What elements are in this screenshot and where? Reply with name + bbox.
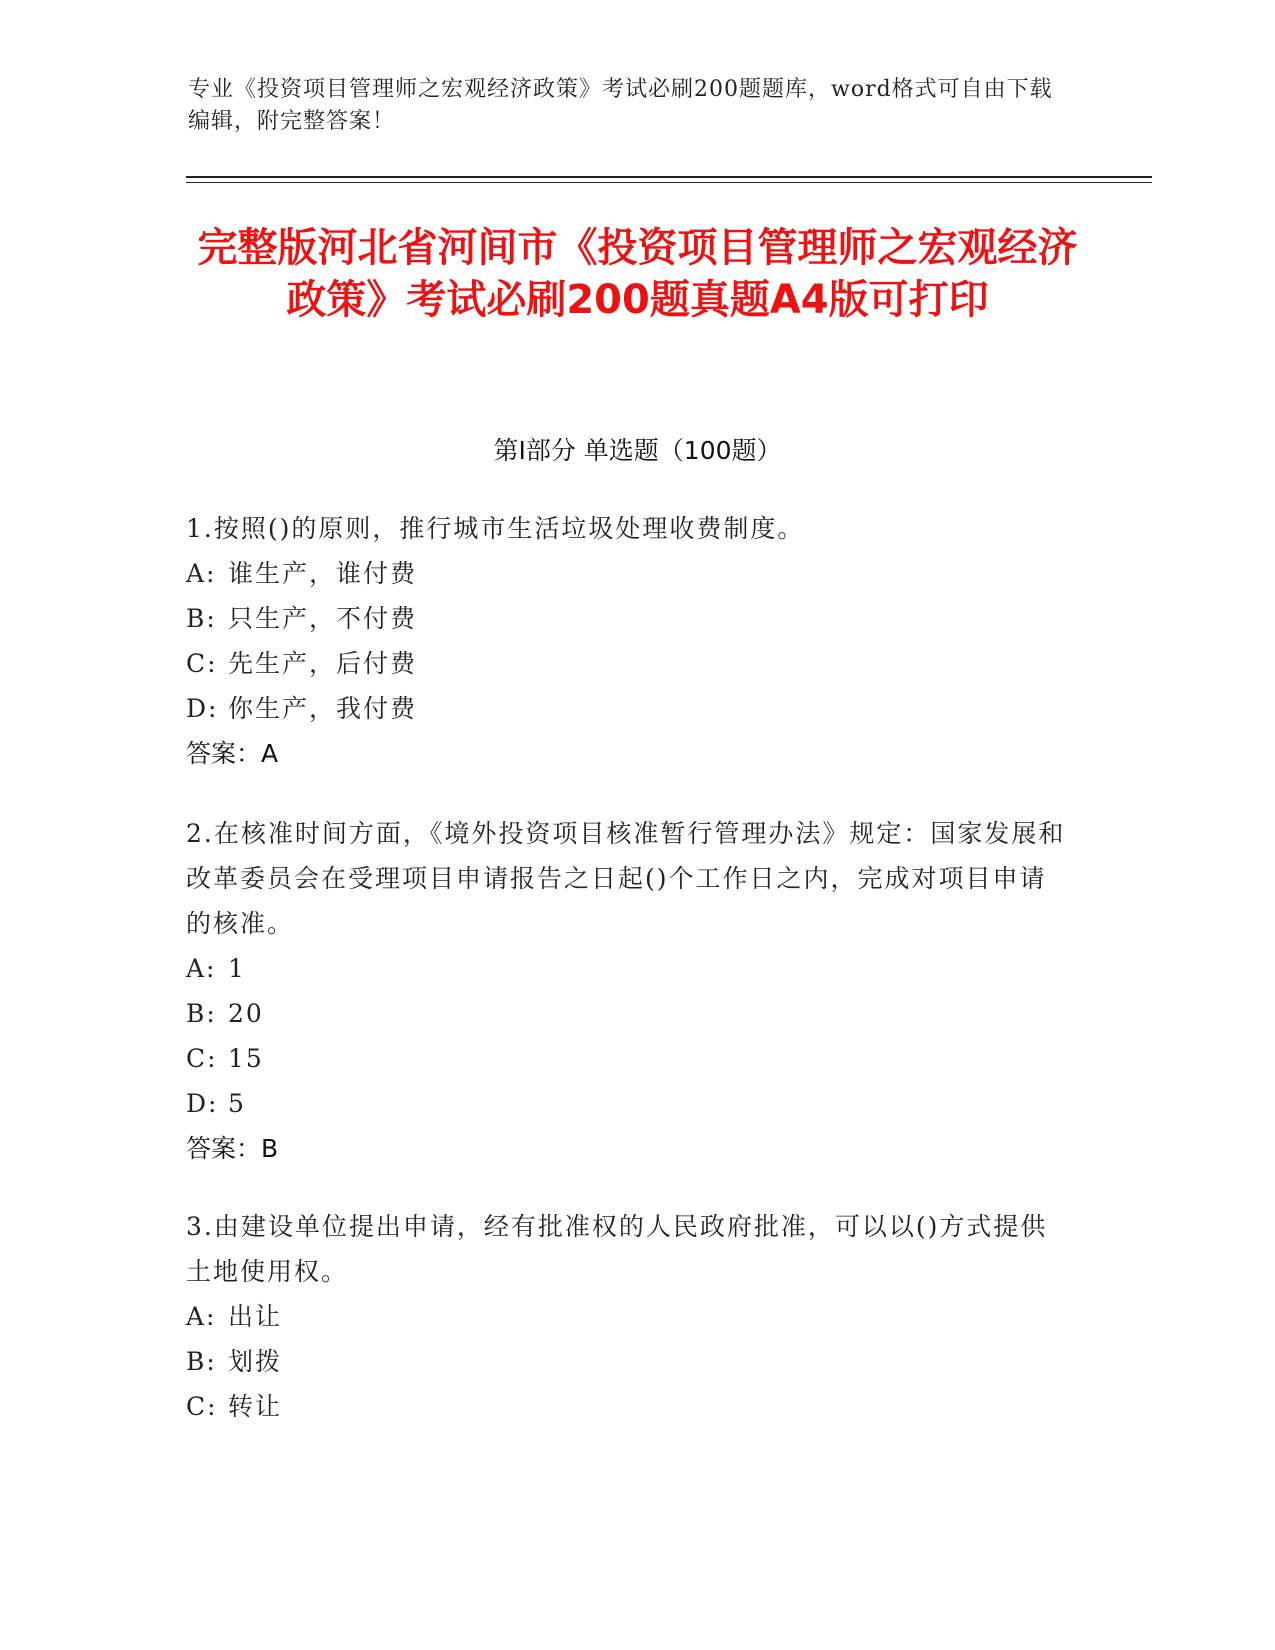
option-c [186, 1036, 1066, 1081]
question-stem: 1.按照()的原则，推行城市生活垃圾处理收费制度。 [186, 514, 805, 543]
option-b [186, 991, 1066, 1036]
question-stem: 2.在核准时间方面，《境外投资项目核准暂行管理办法》规定：国家发展和改革委员会在受理项目申请报告之日起()个工作日之内，完成对项目申请的核准。 [186, 819, 1066, 938]
option-text: 出让 [228, 1302, 283, 1331]
question-stem: 3.由建设单位提出申请，经有批准权的人民政府批准，可以以()方式提供土地使用权。 [186, 1212, 1048, 1286]
option-text: 15 [228, 1044, 264, 1073]
option-text: 你生产，我付费 [228, 694, 418, 723]
section-heading: 第I部分 单选题（100题） [493, 436, 782, 465]
option-text: 转让 [228, 1392, 283, 1421]
question-1 [186, 506, 1066, 776]
option-b [186, 1339, 1066, 1384]
option-key: B: [186, 999, 217, 1028]
question-2 [186, 811, 1066, 1171]
option-key: C: [186, 1392, 218, 1421]
option-text: 20 [228, 999, 264, 1028]
option-key: D: [186, 1089, 219, 1118]
option-text: 5 [228, 1089, 246, 1118]
answer-line: 答案：B [186, 1134, 279, 1163]
option-d [186, 686, 1066, 731]
option-key: B: [186, 1347, 217, 1376]
option-text: 先生产，后付费 [228, 649, 418, 678]
option-key: A: [186, 1302, 217, 1331]
option-text: 1 [228, 954, 246, 983]
option-b [186, 596, 1066, 641]
option-text: 只生产，不付费 [228, 604, 418, 633]
option-text: 划拨 [228, 1347, 283, 1376]
option-c [186, 1384, 1066, 1429]
option-key: C: [186, 649, 218, 678]
answer-line: 答案：A [186, 739, 279, 768]
option-key: C: [186, 1044, 218, 1073]
header-divider-thin [186, 182, 1152, 183]
option-key: B: [186, 604, 217, 633]
question-3 [186, 1204, 1066, 1429]
option-a [186, 1294, 1066, 1339]
option-d [186, 1081, 1066, 1126]
header-divider [186, 176, 1152, 178]
option-a [186, 946, 1066, 991]
option-key: A: [186, 559, 217, 588]
option-key: A: [186, 954, 217, 983]
document-title: 完整版河北省河间市《投资项目管理师之宏观经济政策》考试必刷200题真题A4版可打印 [197, 225, 1078, 323]
option-c [186, 641, 1066, 686]
header-note: 专业《投资项目管理师之宏观经济政策》考试必刷200题题库，word格式可自由下载编辑，附完整答案！ [188, 77, 1053, 134]
option-key: D: [186, 694, 219, 723]
option-a [186, 551, 1066, 596]
option-text: 谁生产，谁付费 [228, 559, 418, 588]
